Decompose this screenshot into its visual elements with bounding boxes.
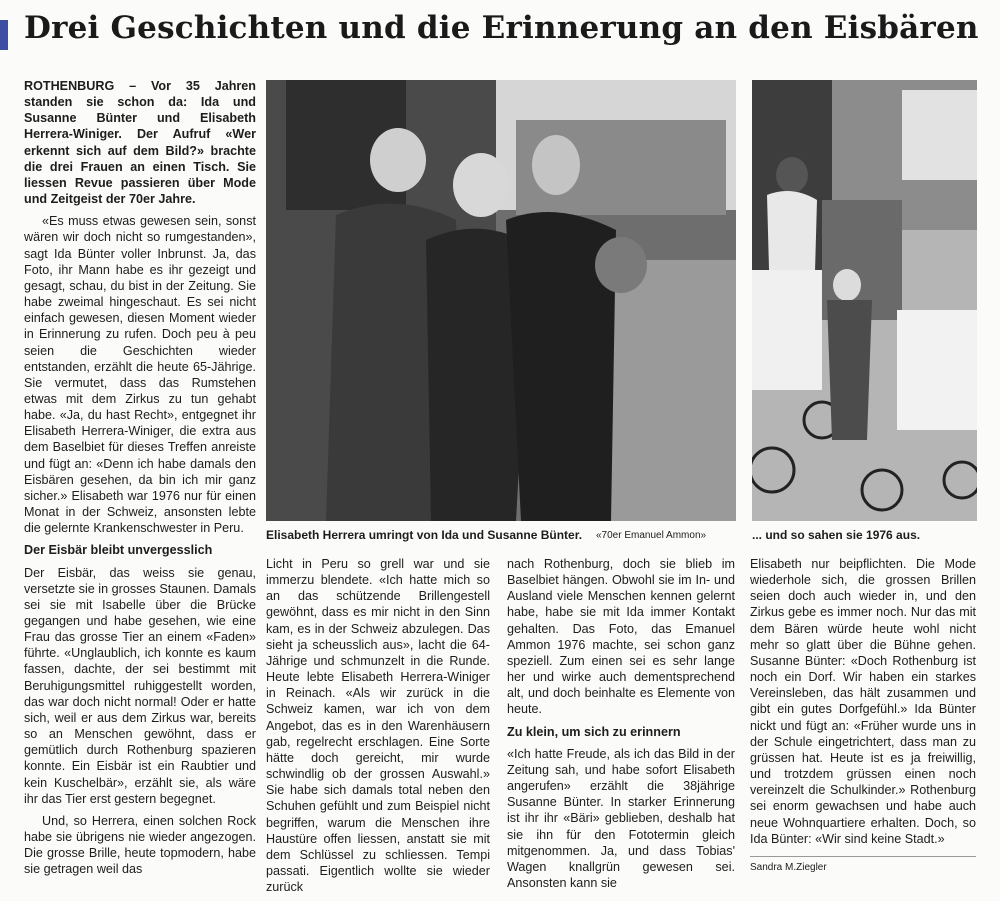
headline: Drei Geschichten und die Erinnerung an den Eisbären — [24, 10, 979, 46]
photo-caption: Elisabeth Herrera umringt von Ida und Susanne Bünter. — [266, 528, 583, 542]
body-paragraph: «Es muss etwas gewesen sein, sonst wären wir doch nicht so rumgestanden», sagt Ida Bünter voller Inbrunst. Ja, das Foto, ihr Mann habe es ihr gezeigt und gesagt, schau, du bist in der Zeitung. Sie habe zweimal hingeschaut. Es sei nicht einfach gewesen, diesen Moment wieder in Erinnerung zu rufen. Doch peu à peu seien die Geschichten wieder entstanden, erzählt die heute 65-Jährige. Sie vermutet, dass das Rumstehen etwas mit dem Zirkus zu tun gehabt habe. «Ja, du hast Recht», entgegnet ihr Elisabeth Herrera-Winiger, die extra aus dem Baselbiet für dieses Treffen anreiste und fügt an: «Denn ich habe damals den Eisbären gesehen, da bin ich mir ganz sicher.» Elisabeth war 1976 nur für einen Monat in der Schweiz, ansonsten lebte die gelernte Krankenschwester in Peru. — [24, 214, 256, 536]
lead-paragraph: ROTHENBURG – Vor 35 Jahren standen sie schon da: Ida und Susanne Bünter und Elisabeth Herrera-Winiger. Der Aufruf «Wer erkennt sich auf dem Bild?» brachte die drei Frauen an einen Tisch. Sie liessen Revue passieren über Mode und Zeitgeist der 70er Jahre. — [24, 79, 256, 207]
column-4 — [750, 556, 976, 853]
photo-1976-caption: ... und so sahen sie 1976 aus. — [752, 528, 921, 542]
column-2 — [266, 556, 490, 901]
photo-credit: «70er Emanuel Ammon» — [596, 530, 707, 541]
subheading: Der Eisbär bleibt unvergesslich — [24, 543, 213, 558]
photo-main — [266, 80, 736, 521]
column-1 — [24, 78, 256, 884]
photo-1976-image — [752, 80, 977, 521]
column-3 — [507, 556, 735, 897]
body-paragraph: Der Eisbär, das weiss sie genau, versetzte sie in grosses Staunen. Damals sei sie mit Isabelle über die Brücke gegangen und habe gesehen, wie eine Frau das grosse Tier an einem «Faden» führte. «Unglaublich, ich konnte es kaum fassen, dachte, der sei bestimmt mit Beruhigungsmittel ruhiggestellt worden, das war doch nicht normal! Oder er hatte sich, weil er aus dem Zirkus war, bereits so an Menschen gewöhnt, dass er gemütlich durch Rothenburg spazieren konnte. Ein Eisbär ist ein Raubtier und kein Kuschelbär», erzählt sie, als wäre ihr das Tier erst gestern begegnet. — [24, 565, 256, 806]
body-paragraph: Und, so Herrera, einen solchen Rock habe sie übrigens nie wieder angezogen. Die grosse Brille, heute topmodern, habe sie getragen weil das — [24, 813, 256, 877]
author-byline: Sandra M.Ziegler — [750, 862, 827, 873]
divider — [750, 856, 976, 857]
body-paragraph: «Ich hatte Freude, als ich das Bild in der Zeitung sah, und habe sofort Elisabeth angerufen» erzählt die 38jährige Susanne Bünter. In starker Erinnerung ist ihr ihr «Bäri» geblieben, deshalb hat sie ihn für den Fototermin gleich mitgenommen. Ja, und dass Tobias' Wagen knallgrün gewesen sei. Ansonsten kann sie — [507, 746, 735, 890]
body-paragraph: Elisabeth nur beipflichten. Die Mode wiederhole sich, die grossen Brillen seien doch auch wieder in, und den Zirkus gebe es immer noch. Nur das mit dem Bären würde heute wohl nicht mehr so glatt über die Bühne gehen. Susanne Bünter: «Doch Rothenburg ist noch ein Dorf. Wir haben ein starkes Vereinsleben, das hält zusammen und gibt ein gutes Dorfgefühl.» Ida Bünter nickt und fügt an: «Früher wurde uns in der Schule eingetrichtert, dass man zu grüssen hat. Heute ist es ja freiwillig, und trotzdem grüssen einen noch vereinzelt die Schulkinder.» Rothenburg sei enorm gewachsen und habe auch neue Wohnquartiere erhalten. Doch, so Ida Bünter: «Wir sind keine Stadt.» — [750, 557, 976, 846]
body-paragraph: nach Rothenburg, doch sie blieb im Baselbiet hängen. Obwohl sie im In- und Ausland viele Menschen kennen gelernt habe, habe sie mit Ida immer Kontakt gehalten. Das Foto, das Emanuel Ammon 1976 machte, sei schon ganz speziell. Zum einen sei es sehr lange her und wirke auch dementsprechend alt, und doch beinhalte es Elemente von heute. — [507, 557, 735, 717]
body-paragraph: Licht in Peru so grell war und sie immerzu blendete. «Ich hatte mich so an das schützende Brillengestell gewöhnt, dass es mir nicht in den Sinn kam, es in der Schweiz abzulegen. Das sieht ja scheusslich aus», lacht die 64-Jährige und schmunzelt in die Runde. Heute lebte Elisabeth Herrera-Winiger in Reinach. «Als wir zurück in die Schweiz kamen, war ich von dem Angebot, das es in den Warenhäusern gab, regelrecht erschlagen. Eine Sorte hätte doch gereicht, mir wurde schwindlig ob der grossen Auswahl.» Sie habe sich damals total neben den Schuhen gefühlt und zum Beispiel nicht begriffen, warum die Menschen ihre Haustüre offen liessen, anstatt sie mit dem Schlüssel zu schliessen. Tempi passati. Eigentlich wollte sie wieder zurück — [266, 557, 490, 895]
photo-1976 — [752, 80, 977, 521]
subheading: Zu klein, um sich zu erinnern — [507, 724, 681, 739]
photo-main-image — [266, 80, 736, 521]
accent-bar — [0, 20, 8, 50]
